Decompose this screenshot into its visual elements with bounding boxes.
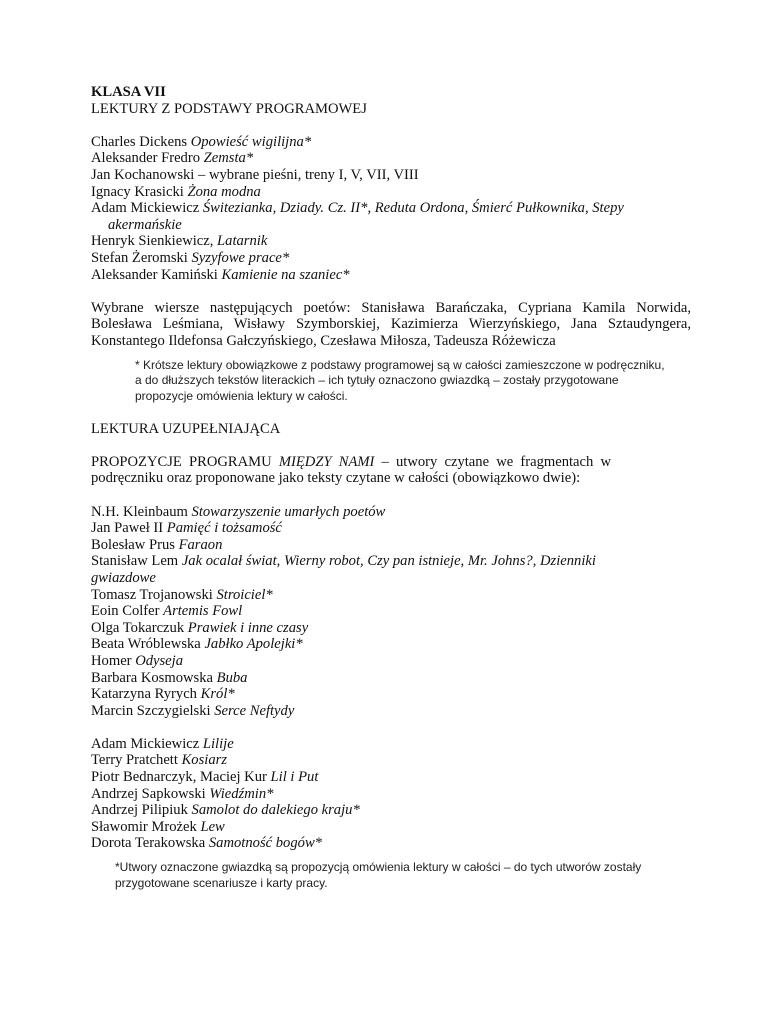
- list-item: Stefan Żeromski Syzyfowe prace*: [91, 249, 290, 266]
- list-item: Adam Mickiewicz Lilije: [91, 735, 234, 752]
- list-item: Dorota Terakowska Samotność bogów*: [91, 835, 322, 852]
- section-heading-core: LEKTURY Z PODSTAWY PROGRAMOWEJ: [91, 100, 367, 117]
- list-item: Stanisław Lem Jak ocalał świat, Wierny robot, Czy pan istnieje, Mr. Johns?, Dzienniki: [91, 553, 596, 570]
- list-item-continuation: gwiazdowe: [91, 569, 156, 586]
- list-item: Sławomir Mrożek Lew: [91, 818, 225, 835]
- supplementary-list-b: [91, 736, 691, 852]
- list-item: Adam Mickiewicz Świtezianka, Dziady. Cz. II*, Reduta Ordona, Śmierć Pułkownika, Stepy: [91, 200, 624, 217]
- list-item: Jan Kochanowski – wybrane pieśni, treny I, V, VII, VIII: [91, 166, 419, 183]
- list-item: Henryk Sienkiewicz, Latarnik: [91, 233, 268, 250]
- list-item: Aleksander Fredro Zemsta*: [91, 150, 254, 167]
- list-item: Homer Odyseja: [91, 652, 184, 669]
- list-item: Jan Paweł II Pamięć i tożsamość: [91, 520, 282, 537]
- list-item: Andrzej Sapkowski Wiedźmin*: [91, 785, 274, 802]
- class-heading: KLASA VII: [91, 84, 166, 100]
- list-item: Tomasz Trojanowski Stroiciel*: [91, 586, 273, 603]
- section-heading-supplementary: LEKTURA UZUPEŁNIAJĄCA: [91, 420, 281, 437]
- program-paragraph: PROPOZYCJE PROGRAMU MIĘDZY NAMI – utwory czytane we fragmentach w podręczniku oraz proponowane jako teksty czytane w całości (obowiązkowo dwie):: [91, 453, 611, 487]
- core-readings-list: [91, 134, 691, 283]
- list-item: Aleksander Kamiński Kamienie na szaniec*: [91, 266, 350, 283]
- list-item: Marcin Szczygielski Serce Neftydy: [91, 702, 295, 719]
- supplementary-list-a: [91, 504, 691, 720]
- list-item: Piotr Bednarczyk, Maciej Kur Lil i Put: [91, 769, 319, 786]
- list-item: Terry Pratchett Kosiarz: [91, 752, 227, 769]
- list-item: Barbara Kosmowska Buba: [91, 669, 248, 686]
- footnote-supplementary: *Utwory oznaczone gwiazdką są propozycją omówienia lektury w całości – do tych utworów zostały przygotowane scenariusze i karty pracy.: [115, 860, 642, 890]
- list-item: Charles Dickens Opowieść wigilijna*: [91, 133, 312, 150]
- list-item: Ignacy Krasicki Żona modna: [91, 183, 261, 200]
- list-item: Eoin Colfer Artemis Fowl: [91, 603, 243, 620]
- list-item-continuation: akermańskie: [108, 216, 182, 233]
- footnote-core: * Krótsze lektury obowiązkowe z podstawy programowej są w całości zamieszczone w podręczniku, a do dłuższych tekstów literackich – ich tytuły oznaczono gwiazdką – zostały przygotowane propozycje omówienia lektury w całości.: [135, 357, 665, 403]
- list-item: N.H. Kleinbaum Stowarzyszenie umarłych poetów: [91, 503, 386, 520]
- list-item: Beata Wróblewska Jabłko Apolejki*: [91, 636, 303, 653]
- poets-paragraph: Wybrane wiersze następujących poetów: Stanisława Barańczaka, Cypriana Kamila Norwida, Bolesława Leśmiana, Wisławy Szymborskiej, Kazimierza Wierzyńskiego, Jana Sztaudyngera, Konstantego Ildefonsa Gałczyńskiego, Czesława Miłosza, Tadeusza Różewicza: [91, 299, 691, 349]
- list-item: Andrzej Pilipiuk Samolot do dalekiego kraju*: [91, 802, 360, 819]
- list-item: Katarzyna Ryrych Król*: [91, 686, 235, 703]
- list-item: Olga Tokarczuk Prawiek i inne czasy: [91, 619, 309, 636]
- document-page: [91, 84, 691, 891]
- list-item: Bolesław Prus Faraon: [91, 536, 223, 553]
